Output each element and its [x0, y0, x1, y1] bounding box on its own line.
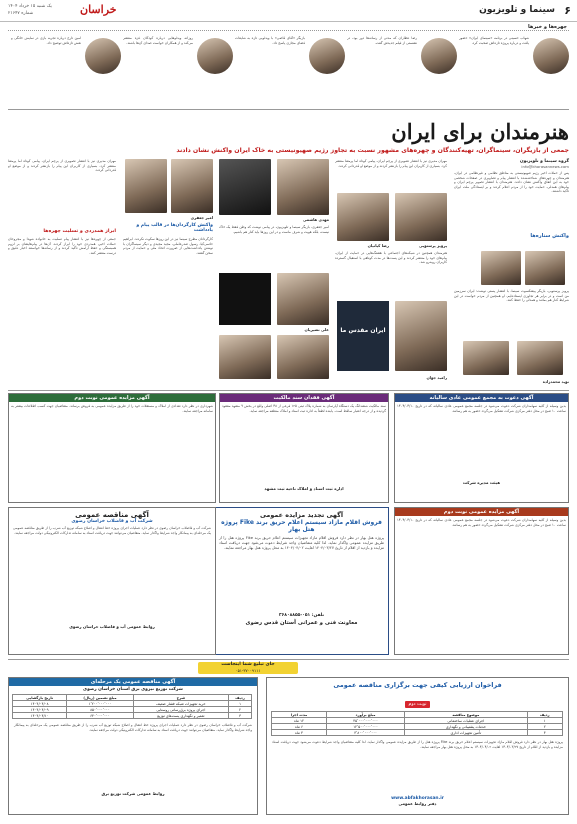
news-photo	[219, 335, 271, 379]
ad-notice-box	[394, 393, 569, 503]
ad-body: پروژه هتل بهار در نظر دارد فروش اقلام مازاد تجهیزات سیستم اعلام حریق برند Fike پروژه هتل را از طریق مزایده عمومی واگذار نماید. لذا کلیه متقاضیان واجد شرایط دعوت می‌شود جهت دریافت اسناد مزایده و بازدید از اقلام از تاریخ ۱۴۰۴/۰۳/۲۷ لغایت ۱۴۰۴/۰۴/۰۲ به محل پروژه هتل بهار مراجعه نمایند.	[219, 535, 385, 550]
ad-contact: تلفن: ۰۵۱-۳۶۸۰۸۸۵۵	[278, 613, 325, 618]
page-header	[0, 0, 577, 22]
ad-property-box	[219, 393, 389, 503]
byline-email: info@khorasannews.com	[521, 164, 569, 169]
qualify-table	[271, 711, 563, 736]
newspaper-logo: خراسان	[80, 3, 117, 16]
face-photo	[197, 38, 233, 74]
tender-table	[12, 694, 252, 719]
table-cell: ۶۴۰٬۰۰۰٬۰۰۰	[67, 713, 133, 719]
column-4	[123, 159, 213, 387]
photo-caption: مهدی هاشمی	[302, 217, 329, 222]
table-cell: ۱۲٬۵۰۰٬۰۰۰٬۰۰۰	[326, 724, 404, 730]
ad-body: بدین وسیله از کلیه سهامداران شرکت دعوت می‌شود در جلسه مجمع عمومی عادی سالیانه که در تاریخ ۱۴۰۴/۰۴/۱۰ ساعت ۱۰ صبح در محل دفتر مرکزی شرکت تشکیل می‌گردد حضور به هم رسانند.	[397, 518, 566, 527]
subhead-directors: واکنش کارگردان‌ها در قالب پیام و یادداشت	[136, 223, 213, 233]
face-photo	[309, 38, 345, 74]
table-cell: ۱۴۰۴/۰۴/۰۸	[13, 701, 67, 707]
lead-text: پس از حملات اخیر رژیم صهیونیستی به مناطق نظامی و غیرنظامی در ایران، هنرمندان و چهره‌های شناخته‌شده با انتشار پیام و تصاویری در صفحات شخصی خود به این اتفاق واکنش نشان دادند. هنرمندان با انتشار تصویر پرچم ایران و پیام‌های همدلی، حمایت خود را از مردم اعلام کردند و بر ایستادگی ملت ایران تأکید داشتند.	[454, 171, 569, 194]
photo-caption: امیر جعفری	[190, 215, 213, 220]
poster-image	[337, 301, 389, 371]
ad-qualify-box	[266, 677, 569, 815]
promo-strip	[8, 659, 569, 675]
table-cell: اجرای عملیات ساختمانی	[405, 718, 527, 724]
ad-electric-box	[8, 677, 258, 815]
body-text: هنرمندان همچنین در شبکه‌های اجتماعی با هشتگ‌هایی در حمایت از ایران، پیام‌های خود را منتشر کردند و این پست‌ها در مدت کوتاهی با استقبال گسترده کاربران روبه‌رو شد.	[335, 251, 447, 265]
ad-footer: دفتر روابط عمومی	[398, 801, 437, 806]
news-photo	[481, 251, 521, 285]
photo-caption: نوید محمدزاده	[542, 379, 569, 384]
ad-auction-box	[214, 507, 389, 655]
face-item	[345, 36, 457, 106]
table-cell: ۱	[527, 718, 562, 724]
faces-strip	[8, 24, 569, 110]
ad-title: آگهی مناقصه عمومی	[75, 511, 149, 519]
ad-footer: اداره ثبت اسناد و املاک ناحیه ثبت مشهد	[264, 486, 344, 491]
table-header: موضوع مناقصه	[405, 712, 527, 718]
ad-title: آگهی مناقصه عمومی یک مرحله‌ای	[9, 678, 257, 686]
news-photo	[125, 159, 167, 213]
issue-line: شماره ۲۱۶۴۷	[8, 11, 34, 16]
table-cell: ۶ ماه	[272, 724, 327, 730]
ad-org: شرکت آب و فاضلاب خراسان رضوی	[71, 519, 153, 524]
table-cell: ۳	[527, 730, 562, 736]
news-photo	[219, 159, 271, 215]
face-item	[233, 36, 345, 106]
column-2	[335, 159, 447, 387]
table-cell: ۲	[527, 724, 562, 730]
ad-body: پروژه هتل بهار در نظر دارد فروش اقلام مازاد تجهیزات سیستم اعلام حریق برند Fike پروژه هتل را از طریق مزایده عمومی واگذار نماید. لذا کلیه متقاضیان واجد شرایط دعوت می‌شود جهت دریافت اسناد مزایده و بازدید از اقلام از تاریخ ۱۴۰۴/۰۳/۲۷ لغایت ۱۴۰۴/۰۴/۰۲ به محل پروژه هتل بهار مراجعه نمایند.	[272, 740, 563, 749]
news-photo	[395, 193, 447, 241]
table-header: مدت اجرا	[272, 712, 327, 718]
table-cell: ۳ ماه	[272, 730, 327, 736]
ad-org: شرکت توزیع نیروی برق استان خراسان رضوی	[83, 687, 183, 692]
table-cell: ۴۵٬۰۰۰٬۰۰۰٬۰۰۰	[326, 718, 404, 724]
ad-body: بدین وسیله از کلیه سهامداران شرکت دعوت می‌شود در جلسه مجمع عمومی عادی سالیانه که در تاریخ ۱۴۰۴/۰۴/۱۰ ساعت ۱۰ صبح در محل دفتر مرکزی شرکت تشکیل می‌گردد حضور به هم رسانند.	[397, 404, 566, 413]
table-header: مبلغ تضمین (ریال)	[67, 695, 133, 701]
face-item-text: رضا عطاران که مدتی از رسانه‌ها دور بود، در نشستی از فیلم جدیدش گفت.	[347, 36, 417, 45]
table-header: ردیف	[527, 712, 562, 718]
ad-body: شهرداری در نظر دارد تعدادی از املاک و مستغلات خود را از طریق مزایده عمومی به فروش برساند. متقاضیان جهت کسب اطلاعات بیشتر به سامانه مراجعه نمایند.	[11, 404, 213, 413]
body-text: امیر جعفری، بازیگر سینما و تلویزیون، در پیامی نوشت که وطن فقط یک خاک نیست، بلکه هویت و شرف ماست و در این روزها باید کنار هم باشیم.	[219, 225, 329, 234]
column-1	[454, 159, 569, 387]
face-item-text: بازیگر «آقای قاضی» با ویدئویی تازه به شایعات فضای مجازی پاسخ داد.	[235, 36, 305, 45]
body-text: مهران مدیری نیز با انتشار تصویری از پرچم ایران، پیامی کوتاه اما پرمعنا منتشر کرد. بسیاری از کاربران این پیام را بازنشر کردند و از موضع او قدردانی کردند.	[8, 159, 116, 173]
ad-tender-box	[8, 393, 216, 503]
table-cell: ۱۲ ماه	[272, 718, 327, 724]
poster-text: ایران مقدس ما	[340, 327, 386, 334]
news-photo	[517, 341, 563, 375]
table-cell: ۳	[229, 713, 252, 719]
news-photo	[395, 301, 447, 371]
ad-footer: روابط عمومی آب و فاضلاب خراسان رضوی	[69, 624, 155, 629]
main-title: هنرمندان برای ایران	[391, 119, 569, 144]
table-cell: اجرای پروژه برق‌رسانی روستایی	[133, 707, 229, 713]
news-photo	[525, 251, 565, 285]
ad-title: آگهی مزایده عمومی نوبت دوم	[9, 394, 215, 402]
body-text: کارگردانان مطرح سینما نیز در این روزها سکوت نکردند. ابراهیم حاتمی‌کیا، رسول صدرعاملی، مجید مجیدی و دیگر سینماگران با نوشتن یادداشت‌هایی از ضرورت اتحاد ملی و حمایت از مردم سخن گفتند.	[123, 237, 213, 255]
table-cell: ۳٬۸۰۰٬۰۰۰٬۰۰۰	[326, 730, 404, 736]
ad-title: آگهی تجدید مزایده عمومی	[259, 511, 344, 519]
table-header: ردیف	[229, 695, 252, 701]
table-header: مبلغ برآورد	[326, 712, 404, 718]
table-cell: ۲	[229, 707, 252, 713]
ad-title: آگهی مزایده عمومی نوبت دوم	[395, 508, 568, 516]
ad-body: شرکت آب و فاضلاب خراسان رضوی در نظر دارد عملیات اجرای پروژه خط انتقال و اصلاح شبکه توزیع آب شرب را از طریق مناقصه عمومی یک مرحله‌ای به پیمانکار واجد شرایط واگذار نماید. متقاضیان می‌توانند جهت دریافت اسناد به سامانه تدارکات الکترونیکی دولت مراجعه نمایند.	[14, 723, 252, 732]
table-cell: ۸۵۰٬۰۰۰٬۰۰۰	[67, 707, 133, 713]
table-header: تاریخ بازگشایی	[13, 695, 67, 701]
table-cell: ۱۴۰۴/۰۴/۱۰	[13, 713, 67, 719]
table-cell: ۱۴۰۴/۰۴/۰۹	[13, 707, 67, 713]
face-item	[9, 36, 121, 106]
main-story	[8, 113, 569, 388]
ad-footer: روابط عمومی شرکت توزیع برق	[101, 791, 165, 796]
ad-title: فراخوان ارزیابی کیفی جهت برگزاری مناقصه عمومی	[333, 681, 502, 689]
main-subtitle: جمعی از بازیگران، سینماگران، تهیه‌کنندگان و چهره‌های مشهور نسبت به تجاوز رژیم صهیونیستی به خاک ایران واکنش نشان دادند	[176, 147, 569, 154]
face-item	[121, 36, 233, 106]
ad-assembly-box	[394, 507, 569, 655]
table-row	[272, 730, 563, 736]
faces-strip-label: چهره‌ها و خبرها	[528, 24, 567, 30]
ad-body: سند مالکیت ششدانگ یک دستگاه آپارتمان به شماره پلاک ثبتی ۱۲۵ فرعی از ۴۸ اصلی واقع در بخش ۹ مشهد مفقود گردیده و از درجه اعتبار ساقط است. یابنده لطفاً به اداره ثبت اسناد و املاک منطقه مراجعه نماید.	[222, 404, 386, 413]
byline: گروه سینما و تلویزیون	[519, 159, 569, 164]
news-photo	[463, 341, 509, 375]
face-item-text: امین تارخ درباره تجربه بازی در نمایش خانگی و نقش تازه‌اش توضیح داد.	[11, 36, 81, 45]
ad-body: شرکت آب و فاضلاب خراسان رضوی در نظر دارد عملیات اجرای پروژه خط انتقال و اصلاح شبکه توزیع آب شرب را از طریق مناقصه عمومی یک مرحله‌ای به پیمانکار واجد شرایط واگذار نماید. متقاضیان می‌توانند جهت دریافت اسناد به سامانه تدارکات الکترونیکی دولت مراجعه نمایند.	[13, 526, 211, 535]
body-text: مهران مدیری نیز با انتشار تصویری از پرچم ایران، پیامی کوتاه اما پرمعنا منتشر کرد. بسیاری از کاربران این پیام را بازنشر کردند و از موضع او قدردانی کردند.	[335, 159, 447, 168]
page-number: ۶	[564, 4, 571, 17]
face-item	[457, 36, 569, 106]
table-row	[13, 713, 252, 719]
subhead-condolences: ابراز همدردی و تسلیت چهره‌ها	[43, 229, 116, 234]
ad-title: آگهی فقدان سند مالکیت	[220, 394, 388, 402]
promo-phone: ۰۵۱-۳۷۰۰۹۱۱۱	[235, 668, 261, 673]
body-text: جمعی از چهره‌ها نیز با انتشار پیام تسلیت به خانواده شهدا و مجروحان حملات اخیر، همدردی خود را ابراز کردند. آن‌ها در پیام‌هایشان بر لزوم همبستگی و حفظ آرامش تأکید کردند و از رسانه‌ها خواستند اخبار دقیق و درست منتشر کنند.	[8, 237, 116, 255]
table-cell: خرید تجهیزات شبکه فشار ضعیف	[133, 701, 229, 707]
photo-caption: پرویز پرستویی	[419, 243, 447, 248]
ad-website[interactable]: www.abfakhorasan.ir	[391, 796, 444, 801]
table-cell: ۱٬۲۰۰٬۰۰۰٬۰۰۰	[67, 701, 133, 707]
news-photo	[277, 335, 329, 379]
table-header: شرح	[133, 695, 229, 701]
body-text: پرویز پرستویی، بازیگر پیشکسوت سینما، با انتشار پستی نوشت: ایران سرزمین من است و در برابر هر تجاوزی ایستاده‌ایم. او همچنین از مردم خواست در این شرایط کنار هم بمانند و همدلی را حفظ کنند.	[454, 289, 569, 303]
table-cell: ۱	[229, 701, 252, 707]
news-photo	[171, 159, 213, 213]
ad-title: آگهی دعوت به مجمع عمومی عادی سالیانه	[395, 394, 568, 402]
photo-caption: علی نصیریان	[304, 327, 329, 332]
poster-image	[219, 273, 271, 325]
ad-water-box	[8, 507, 216, 655]
face-photo	[85, 38, 121, 74]
subhead-stars: واکنش ستاره‌ها	[530, 233, 569, 239]
news-photo	[277, 159, 329, 215]
table-cell: تأمین تجهیزات اداری	[405, 730, 527, 736]
face-item-text: شهاب حسینی در برنامه «سینمای ایران» حضور یافت و درباره پروژه تازه‌اش صحبت کرد.	[459, 36, 529, 45]
news-photo	[337, 193, 389, 241]
face-item-text: روزانه ویدئوهایی درباره کودکان غزه منتشر می‌کند و از همکاران خواست صدای آن‌ها باشند.	[123, 36, 193, 45]
news-photo	[277, 273, 329, 325]
face-photo	[533, 38, 569, 74]
photo-caption: رضا کیانیان	[367, 243, 389, 248]
face-photo	[421, 38, 457, 74]
ad-subtitle: فروش اقلام مازاد سیستم اعلام حریق برند Fike پروژه هتل بهار	[221, 519, 382, 533]
column-3	[219, 159, 329, 387]
section-title: سینما و تلویزیون	[479, 5, 555, 15]
photo-caption: رامبد جوان	[426, 375, 447, 380]
promo-text: جای تبلیغ شما اینجاست	[221, 662, 275, 667]
column-5	[8, 159, 116, 387]
round-badge: نوبت دوم	[405, 701, 429, 708]
ad-footer: معاونت فنی و عمرانی آستان قدس رضوی	[245, 620, 358, 626]
promo-banner[interactable]	[198, 662, 298, 674]
table-cell: تعمیر و نگهداری پست‌های توزیع	[133, 713, 229, 719]
date-line: یک شنبه ۱۵ خرداد ۱۴۰۴	[8, 4, 52, 9]
ad-footer: هیئت مدیره شرکت	[462, 480, 501, 485]
table-cell: خدمات پشتیبانی و نگهداری	[405, 724, 527, 730]
